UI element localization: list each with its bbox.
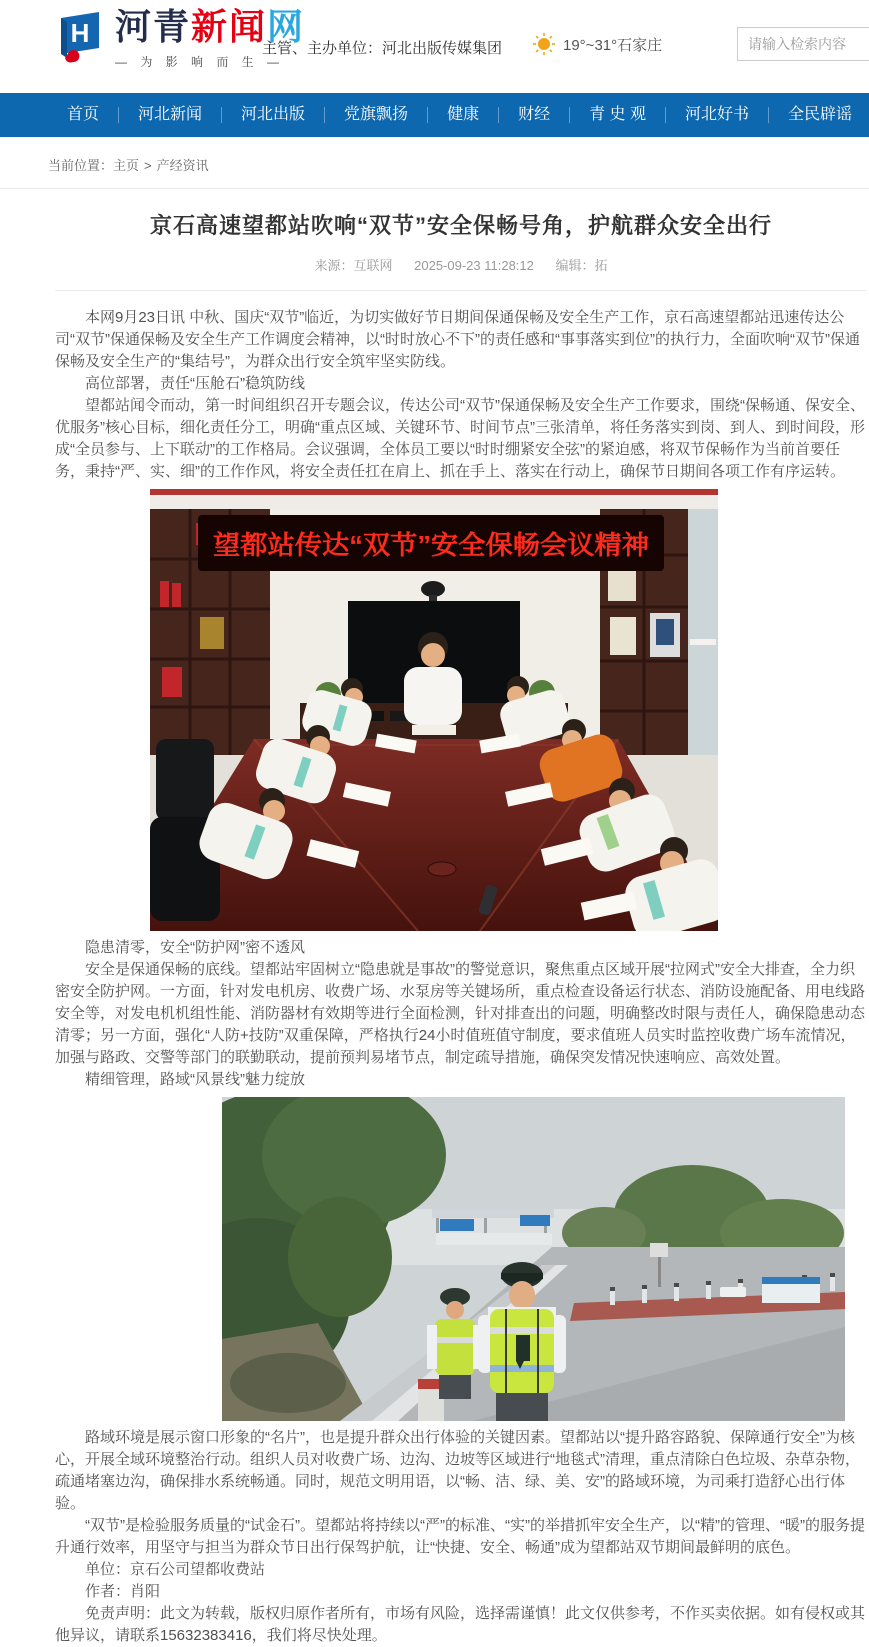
meta-source: 来源：互联网 [314, 258, 393, 273]
nav-item-hebei-publishing[interactable]: 河北出版 [222, 107, 325, 123]
nav-item-good-books[interactable]: 河北好书 [666, 107, 769, 123]
sponsor-text: 主管、主办单位：河北出版传媒集团 [262, 40, 503, 57]
main-nav [0, 93, 869, 137]
logo-text-xinwen: 新闻 [191, 6, 268, 47]
subhead-management: 精细管理，路域“风景线”魅力绽放 [85, 1071, 305, 1088]
led-banner-text: 望都站传达“双节”安全保畅会议精神 [213, 530, 649, 560]
logo-tagline: — 为 影 响 而 生 — [115, 54, 285, 69]
article-body [55, 307, 867, 1647]
breadcrumb-home-link[interactable]: 主页 [113, 158, 140, 173]
nav-item-rumor-refute[interactable]: 全民辟谣 [769, 107, 869, 123]
unit-line: 单位：京石公司望都收费站 [85, 1561, 266, 1578]
breadcrumb-category-link[interactable]: 产经资讯 [156, 158, 209, 173]
paragraph-meeting: 望都站闻令而动，第一时间组织召开专题会议，传达公司“双节”保通保畅及安全生产工作要求，围绕“保畅通、保安全、优服务”核心目标，细化责任分工，明确“重点区域、关键环节、时间节点”三张清单，将任务落实到岗、到人、到时间段，形成“全员参与、上下联动”的工作格局。会议强调，全体员工要以“时时绷紧安全弦”的紧迫感，将双节保畅作为当前首要任务，秉持“严、实、细”的工作作风，将安全责任扛在肩上、抓在手上、落实在行动上，确保节日期间各项工作有序运转。 [55, 397, 865, 480]
logo-h-icon [55, 8, 107, 66]
nav-item-finance[interactable]: 财经 [499, 107, 570, 123]
paragraph-conclusion: “双节”是检验服务质量的“试金石”。望都站将持续以“严”的标准、“实”的举措抓牢安全生产，以“精”的管理、“暖”的服务提升通行效率，用坚守与担当为群众节日出行保驾护航，让“快捷、安全、畅通”成为望都站双节期间最鲜明的底色。 [55, 1517, 865, 1556]
article-meta [55, 255, 867, 291]
weather-widget [533, 33, 662, 55]
nav-item-hebei-news[interactable]: 河北新闻 [119, 107, 222, 123]
nav-item-history-view[interactable]: 青 史 观 [570, 107, 666, 123]
article [0, 209, 867, 1647]
weather-text: 19°~31°石家庄 [563, 36, 663, 54]
subhead-deployment: 高位部署，责任“压舱石”稳筑防线 [85, 375, 305, 392]
author-line: 作者：肖阳 [85, 1583, 161, 1600]
meta-editor: 编辑：拓 [555, 258, 608, 273]
meeting-photo [150, 489, 867, 931]
nav-item-health[interactable]: 健康 [428, 107, 499, 123]
nav-list [0, 93, 869, 137]
sun-icon [533, 33, 555, 55]
disclaimer: 免责声明：此文为转载，版权归原作者所有，市场有风险，选择需谨慎！此文仅供参考，不作买卖依据。如有侵权或其他异议，请联系15632383416，我们将尽快处理。 [55, 1605, 866, 1644]
breadcrumb [0, 137, 869, 189]
search-input[interactable] [737, 27, 869, 61]
breadcrumb-separator: > [144, 158, 152, 173]
patrol-photo [222, 1097, 867, 1421]
breadcrumb-label: 当前位置： [48, 158, 114, 173]
site-header [0, 0, 869, 93]
patrol-photo-graphic [222, 1097, 845, 1421]
article-title: 京石高速望都站吹响“双节”安全保畅号角，护航群众安全出行 [149, 213, 772, 238]
logo-text-heqing: 河青 [115, 6, 192, 47]
subhead-hazards: 隐患清零，安全“防护网”密不透风 [85, 939, 305, 956]
nav-item-party-flag[interactable]: 党旗飘扬 [325, 107, 428, 123]
logo-text-wang: 网 [267, 6, 306, 47]
meeting-photo-graphic [150, 489, 718, 931]
nav-item-home[interactable]: 首页 [48, 107, 119, 123]
svg-text:H: H [70, 18, 90, 48]
paragraph-intro: 本网9月23日讯 中秋、国庆“双节”临近，为切实做好节日期间保通保畅及安全生产工作，京石高速望都站迅速传达公司“双节”保通保畅及安全生产工作调度会精神，以“时时放心不下”的责任感和“事事落实到位”的执行力，全面吹响“双节”保通保畅及安全生产的“集结号”，为群众出行安全筑牢坚实防线。 [55, 309, 860, 370]
paragraph-environment: 路域环境是展示窗口形象的“名片”，也是提升群众出行体验的关键因素。望都站以“提升路容路貌、保障通行安全”为核心，开展全域环境整治行动。组织人员对收费广场、边沟、边坡等区域进行“地毯式”清理，重点清除白色垃圾、杂草杂物，疏通堵塞边沟，确保排水系统畅通。同时，规范文明用语，以“畅、洁、绿、美、安”的路域环境，为司乘打造舒心出行体验。 [55, 1429, 860, 1512]
paragraph-safety: 安全是保通保畅的底线。望都站牢固树立“隐患就是事故”的警觉意识，聚焦重点区域开展“拉网式”安全大排查，全力织密安全防护网。一方面，针对发电机房、收费广场、水泵房等关键场所，重点检查设备运行状态、消防设施配备、用电线路安全等，对发电机机组性能、消防器材有效期等进行全面检测，针对排查出的问题，明确整改时限与责任人，确保隐患动态清零；另一方面，强化“人防+技防”双重保障，严格执行24小时值班值守制度，要求值班人员实时监控收费广场车流情况，加强与路政、交警等部门的联勤联动，提前预判易堵节点，制定疏导措施，确保突发情况快速响应、高效处置。 [55, 961, 866, 1066]
meta-datetime: 2025-09-23 11:28:12 [414, 258, 534, 273]
